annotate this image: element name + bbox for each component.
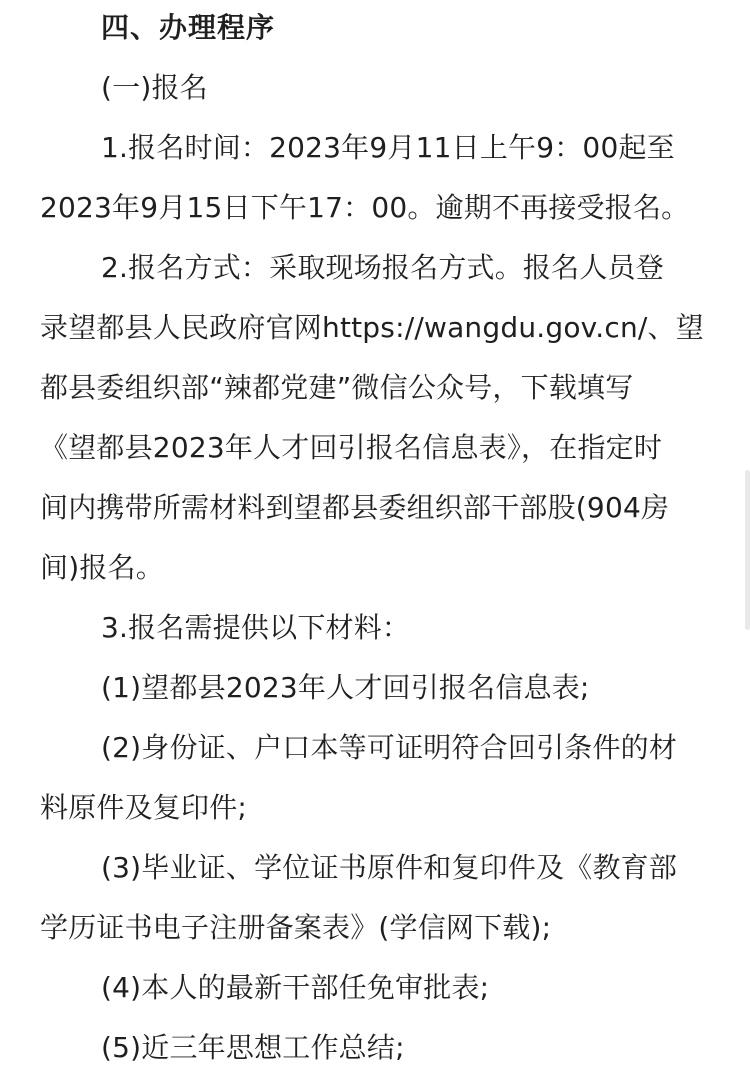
material-item-3-line-1: (3)毕业证、学位证书原件和复印件及《教育部 [101,851,678,884]
registration-method-line-4: 《望都县2023年人才回引报名信息表》，在指定时 [40,431,663,464]
registration-method-line-2: 录望都县人民政府官网https://wangdu.gov.cn/、望 [40,311,704,344]
vertical-scrollbar[interactable] [745,470,750,630]
material-item-2-line-2: 料原件及复印件; [40,791,248,824]
registration-time-line-1: 1.报名时间：2023年9月11日上午9：00起至 [101,131,675,164]
material-item-2-line-1: (2)身份证、户口本等可证明符合回引条件的材 [101,731,678,764]
registration-method-line-3: 都县委组织部“辣都党建”微信公众号，下载填写 [40,371,634,404]
material-item-3-line-2: 学历证书电子注册备案表》(学信网下载); [40,911,552,944]
material-item-5: (5)近三年思想工作总结; [101,1031,405,1064]
material-item-1: (1)望都县2023年人才回引报名信息表; [101,671,590,704]
subsection-title: (一)报名 [101,71,208,104]
registration-time-line-2: 2023年9月15日下午17：00。逾期不再接受报名。 [40,191,690,224]
materials-title: 3.报名需提供以下材料： [101,611,411,644]
material-item-4: (4)本人的最新干部任免审批表; [101,971,490,1004]
registration-method-line-6: 间)报名。 [40,551,164,584]
registration-method-line-1: 2.报名方式：采取现场报名方式。报名人员登 [101,251,664,284]
section-heading: 四、办理程序 [101,11,276,44]
registration-method-line-5: 间内携带所需材料到望都县委组织部干部股(904房 [40,491,670,524]
